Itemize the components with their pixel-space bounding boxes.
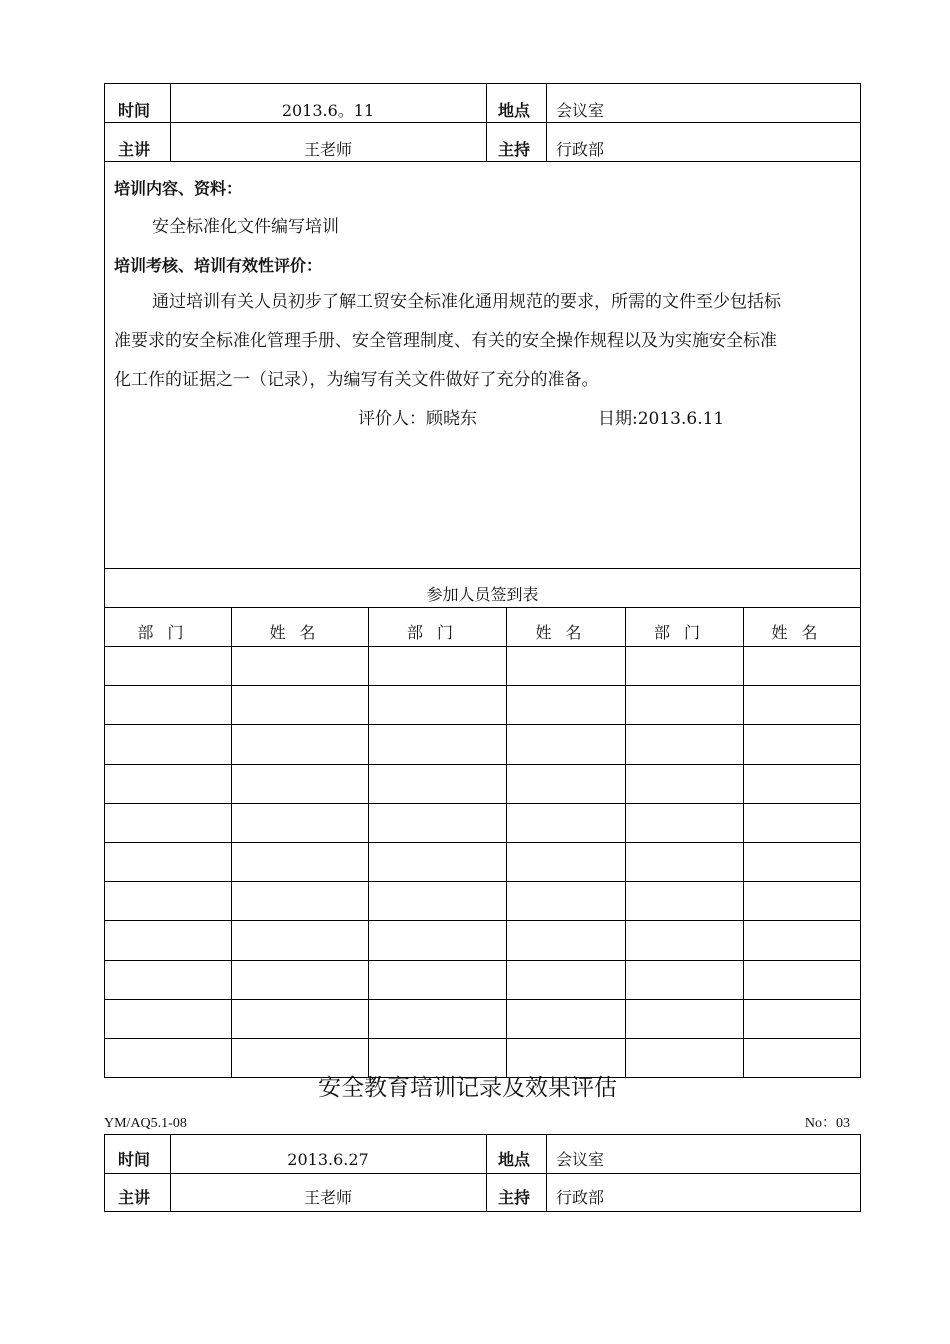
column-header: 部门 — [137, 623, 198, 642]
table-row — [104, 1038, 861, 1039]
table-row — [104, 685, 861, 686]
place-value: 会议室 — [556, 101, 605, 120]
table-row — [104, 803, 861, 804]
table-row — [104, 764, 861, 765]
column-header: 姓名 — [535, 623, 596, 642]
speaker-value: 王老师 — [303, 1188, 352, 1207]
table-row — [104, 999, 861, 1000]
column-header: 部门 — [653, 623, 714, 642]
table-row — [104, 881, 861, 882]
column-header: 姓名 — [269, 623, 330, 642]
host-value: 行政部 — [556, 140, 605, 159]
host-label: 主持 — [498, 140, 531, 159]
evaluation-line: 通过培训有关人员初步了解工贸安全标准化通用规范的要求，所需的文件至少包括标 — [152, 292, 781, 312]
content-heading: 培训内容、资料： — [114, 179, 243, 198]
speaker-value: 王老师 — [303, 140, 352, 159]
place-label: 地点 — [498, 101, 531, 120]
doc-number: No：03 — [804, 1116, 850, 1131]
evaluation-heading: 培训考核、培训有效性评价： — [114, 256, 323, 275]
signin-title: 参加人员签到表 — [426, 585, 539, 604]
record-2-title: 安全教育培训记录及效果评估 — [318, 1075, 617, 1101]
table-row — [104, 920, 861, 921]
time-value: 2013.6.27 — [287, 1150, 369, 1169]
table-row — [104, 960, 861, 961]
table-row — [104, 646, 861, 647]
speaker-label: 主讲 — [118, 1188, 151, 1207]
host-value: 行政部 — [556, 1188, 605, 1207]
time-label: 时间 — [118, 101, 151, 120]
content-text: 安全标准化文件编写培训 — [152, 217, 339, 237]
host-label: 主持 — [498, 1188, 531, 1207]
time-label: 时间 — [118, 1150, 151, 1169]
evaluation-line: 准要求的安全标准化管理手册、安全管理制度、有关的安全操作规程以及为实施安全标准 — [114, 331, 777, 351]
doc-code: YM/AQ5.1-08 — [104, 1116, 187, 1131]
time-value: 2013.6。11 — [281, 101, 375, 120]
table-row — [104, 724, 861, 725]
column-header: 部门 — [406, 623, 467, 642]
evaluation-date: 日期:2013.6.11 — [598, 409, 725, 429]
evaluator: 评价人：顾晓东 — [358, 409, 477, 429]
place-label: 地点 — [498, 1150, 531, 1169]
table-row — [104, 842, 861, 843]
column-header: 姓名 — [771, 623, 832, 642]
place-value: 会议室 — [556, 1150, 605, 1169]
speaker-label: 主讲 — [118, 140, 151, 159]
evaluation-line: 化工作的证据之一（记录），为编写有关文件做好了充分的准备。 — [114, 370, 599, 390]
